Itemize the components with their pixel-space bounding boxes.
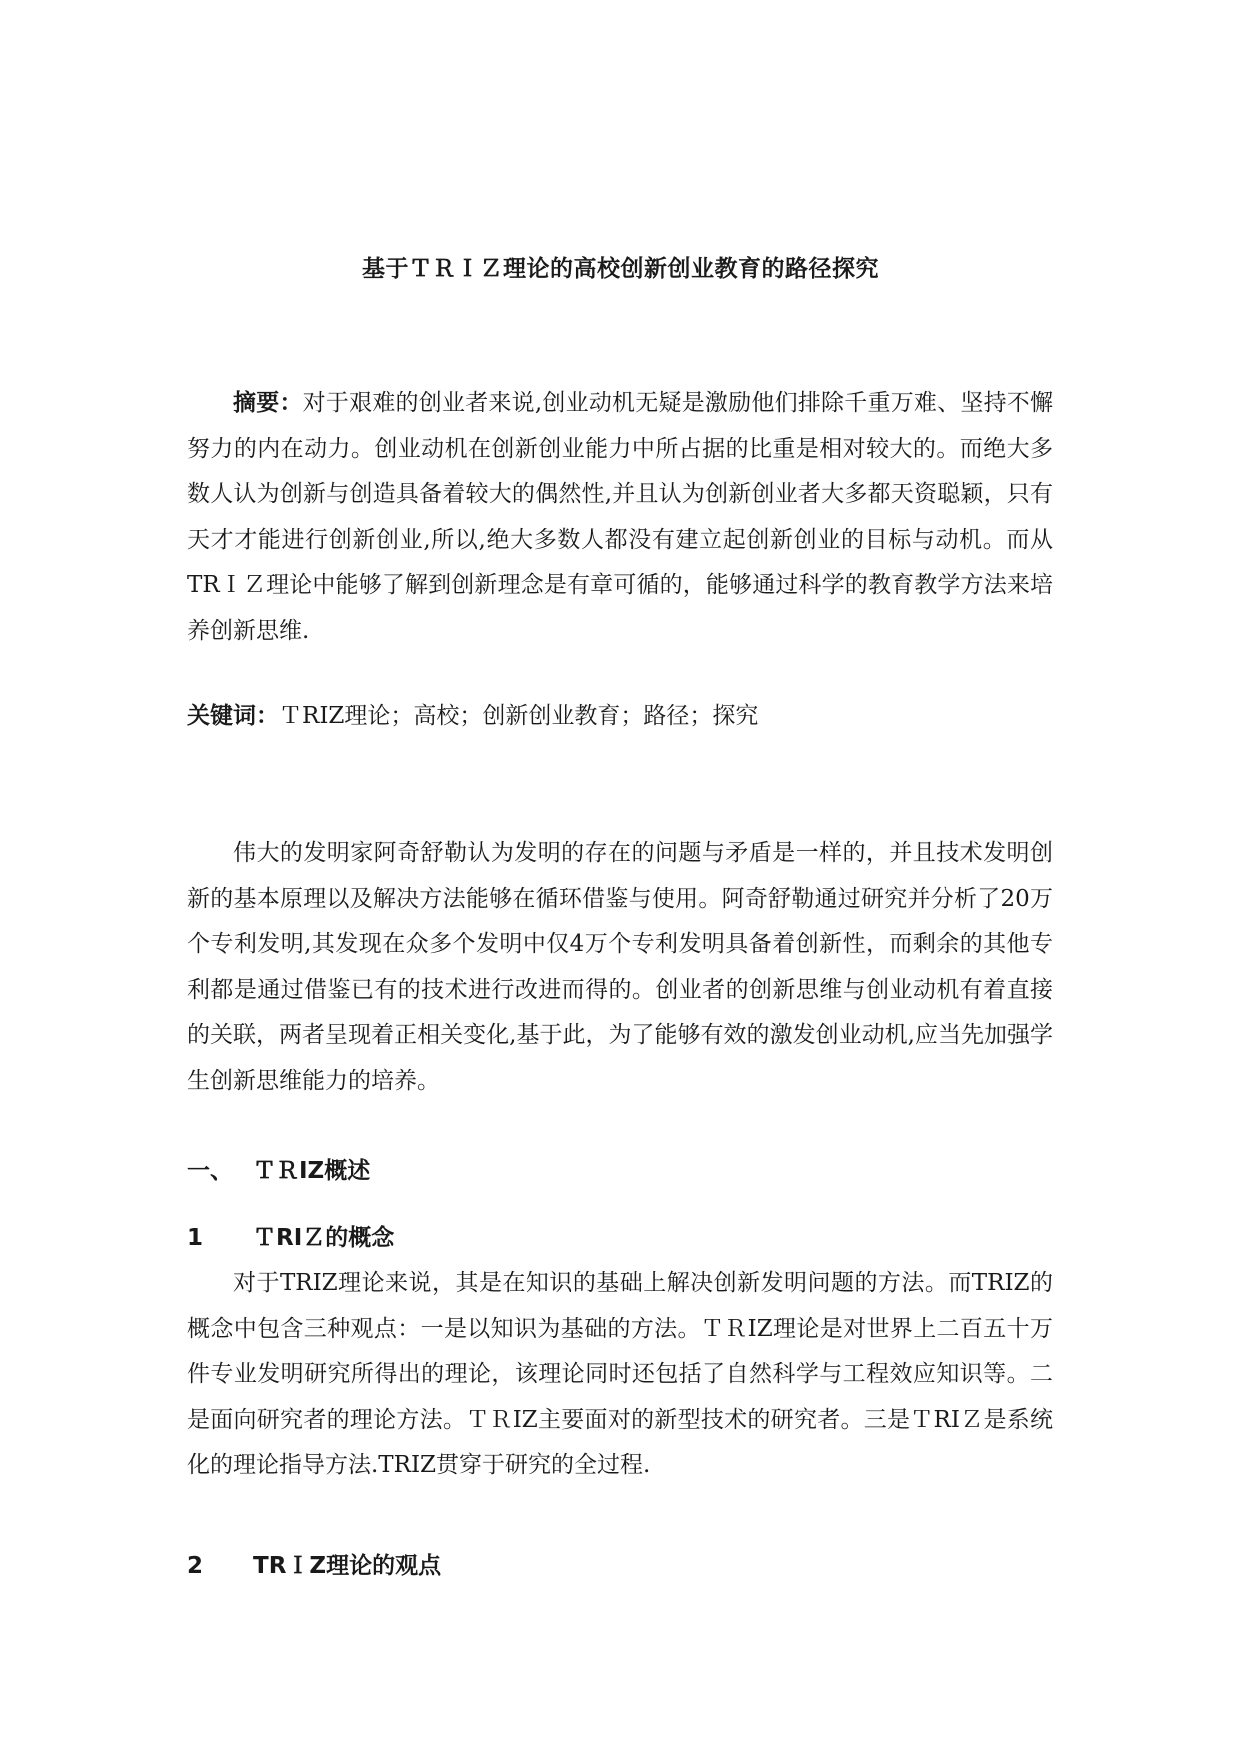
subsection-number: 1	[187, 1225, 204, 1251]
concept-paragraph: 对于TRIZ理论来说，其是在知识的基础上解决创新发明问题的方法。而TRIZ的概念中包含三种观点：一是以知识为基础的方法。ＴＲIZ理论是对世界上二百五十万件专业发明研究所得出的理论，该理论同时还包括了自然科学与工程效应知识等。二是面向研究者的理论方法。ＴＲIZ主要面对的新型技术的研究者。三是ＴRIＺ是系统化的理论指导方法.TRIZ贯穿于研究的全过程.	[187, 1270, 1053, 1478]
subsection-heading-1-2	[187, 1547, 441, 1580]
section-title: ＴＲIZ概述	[253, 1158, 371, 1184]
subsection-title: TRＩZ理论的观点	[253, 1553, 442, 1579]
keywords-label: 关键词：	[187, 703, 279, 729]
section-number: 一、	[187, 1158, 233, 1184]
subsection-title: ＴRIＺ的概念	[253, 1225, 395, 1251]
abstract-text: 对于艰难的创业者来说,创业动机无疑是激励他们排除千重万难、坚持不懈努力的内在动力。创业动机在创新创业能力中所占据的比重是相对较大的。而绝大多数人认为创新与创造具备着较大的偶然性,并且认为创新创业者大多都天资聪颖，只有天才才能进行创新创业,所以,绝大多数人都没有建立起创新创业的目标与动机。而从TRＩＺ理论中能够了解到创新理念是有章可循的，能够通过科学的教育教学方法来培养创新思维.	[187, 390, 1054, 644]
abstract-paragraph	[187, 381, 1053, 654]
intro-paragraph: 伟大的发明家阿奇舒勒认为发明的存在的问题与矛盾是一样的，并且技术发明创新的基本原理以及解决方法能够在循环借鉴与使用。阿奇舒勒通过研究并分析了20万个专利发明,其发现在众多个发明中仅4万个专利发明具备着创新性，而剩余的其他专利都是通过借鉴已有的技术进行改进而得的。创业者的创新思维与创业动机有着直接的关联，两者呈现着正相关变化,基于此，为了能够有效的激发创业动机,应当先加强学生创新思维能力的培养。	[187, 840, 1053, 1094]
section-heading-1	[187, 1152, 370, 1185]
subsection-heading-1-1	[187, 1219, 394, 1252]
document-title: 基于ＴＲＩＺ理论的高校创新创业教育的路径探究	[362, 256, 879, 282]
subsection-number: 2	[187, 1553, 204, 1579]
keywords-text: ＴRIZ理论；高校；创新创业教育；路径；探究	[279, 703, 759, 729]
keywords-line	[187, 694, 1053, 740]
abstract-label: 摘要：	[233, 390, 303, 416]
